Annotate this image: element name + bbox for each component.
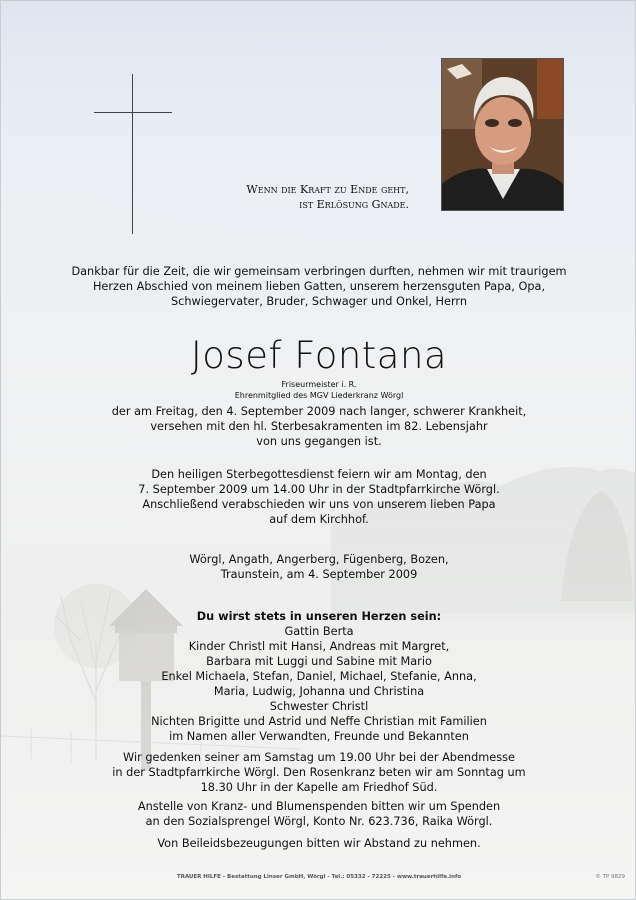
mourners-list [1, 609, 636, 744]
quote [211, 182, 409, 212]
mourner-line: Kinder Christl mit Hansi, Andreas mit Margret, [188, 640, 450, 653]
text-line: der am Freitag, den 4. September 2009 nach langer, schwerer Krankheit, [111, 405, 527, 418]
portrait-photo [441, 58, 564, 211]
copyright-code: © TP 9829 [595, 874, 625, 880]
deceased-titles [1, 379, 636, 401]
mourner-line: im Namen aller Verwandten, Freunde und Bekannten [169, 730, 469, 743]
mourner-line: Schwester Christl [269, 700, 369, 713]
mourner-line: Nichten Brigitte und Astrid und Neffe Christian mit Familien [151, 715, 487, 728]
text-line: von uns gegangen ist. [256, 435, 382, 448]
text-line: an den Sozialsprengel Wörgl, Konto Nr. 623.736, Raika Wörgl. [145, 815, 493, 828]
text-line: Den heiligen Sterbegottesdienst feiern wir am Montag, den [151, 468, 487, 481]
quote-line: Wenn die Kraft zu Ende geht, [246, 183, 409, 196]
text-line: Dankbar für die Zeit, die wir gemeinsam verbringen durften, nehmen wir mit traurigem [71, 265, 567, 278]
text-line: Anstelle von Kranz- und Blumenspenden bitten wir um Spenden [137, 800, 501, 813]
text-line: Wir gedenken seiner am Samstag um 19.00 Uhr bei der Abendmesse [123, 751, 515, 764]
donation-notice [1, 799, 636, 829]
text-line: Wörgl, Angath, Angerberg, Fügenberg, Bozen, [189, 553, 449, 566]
place-date [1, 552, 636, 582]
text-line: versehen mit den hl. Sterbesakramenten im 82. Lebensjahr [150, 420, 488, 433]
intro-text [1, 264, 636, 309]
cross-symbol-bar [94, 112, 172, 113]
text-line: Herzen Abschied von meinem lieben Gatten, unserem herzensguten Papa, Opa, [92, 280, 546, 293]
death-notice [1, 404, 636, 449]
mourner-line: Maria, Ludwig, Johanna und Christina [213, 685, 425, 698]
text-line: Traunstein, am 4. September 2009 [220, 568, 418, 581]
mourner-line: Enkel Michaela, Stefan, Daniel, Michael, Stefanie, Anna, [161, 670, 477, 683]
text-line: in der Stadtpfarrkirche Wörgl. Den Rosenkranz beten wir am Sonntag um [112, 766, 526, 779]
deceased-name: Josef Fontana [190, 334, 448, 377]
title-line: Friseurmeister i. R. [281, 380, 357, 389]
condolences-notice: Von Beileidsbezeugungen bitten wir Abstand zu nehmen. [157, 837, 481, 850]
mourners-heading: Du wirst stets in unseren Herzen sein: [196, 610, 442, 623]
title-line: Ehrenmitglied des MGV Liederkranz Wörgl [234, 391, 404, 400]
quote-line: ist Erlösung Gnade. [299, 198, 409, 211]
text-line: Schwiegervater, Bruder, Schwager und Onkel, Herrn [170, 295, 468, 308]
text-line: 18.30 Uhr in der Kapelle am Friedhof Süd. [200, 781, 438, 794]
funeral-service [1, 467, 636, 527]
text-line: auf dem Kirchhof. [269, 513, 369, 526]
cross-symbol [132, 74, 133, 234]
mourner-line: Gattin Berta [284, 625, 354, 638]
text-line: Anschließend verabschieden wir uns von unserem lieben Papa [142, 498, 496, 511]
text-line: 7. September 2009 um 14.00 Uhr in der Stadtpfarrkirche Wörgl. [138, 483, 500, 496]
footer-funeral-home: TRAUER HILFE - Bestattung Linser GmbH, Wörgl - Tel.: 05332 - 72225 - www.trauerhilfe.info [176, 874, 462, 880]
mass-notice [1, 750, 636, 795]
mourner-line: Barbara mit Luggi und Sabine mit Mario [206, 655, 432, 668]
